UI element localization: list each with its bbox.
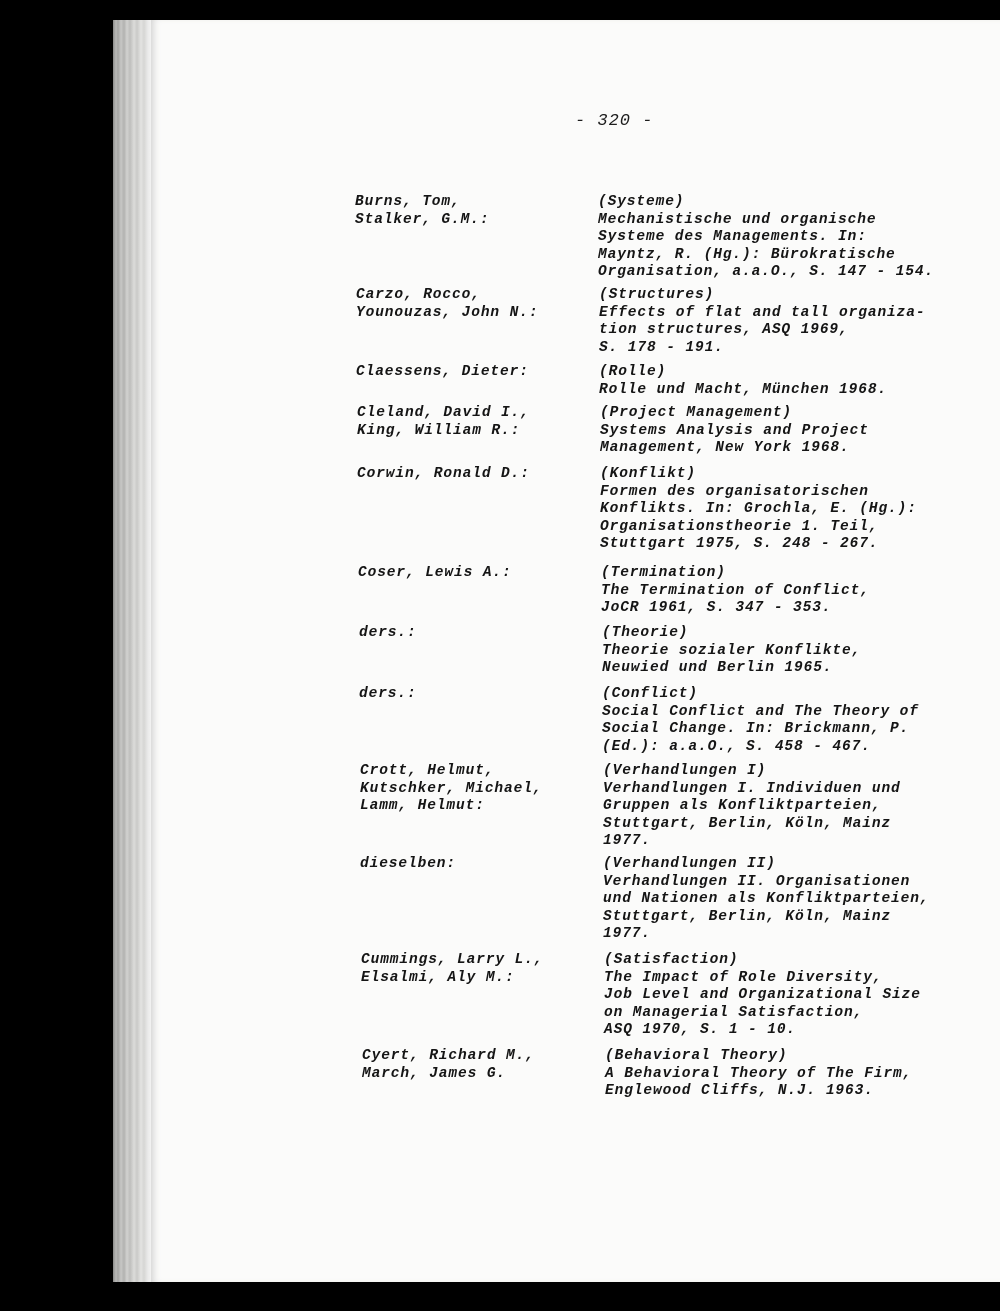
work-line: Rolle und Macht, München 1968. xyxy=(599,381,888,398)
entry-author xyxy=(362,1048,535,1083)
author-line: Coser, Lewis A.: xyxy=(358,565,512,581)
entry-author xyxy=(361,952,543,987)
work-line: Management, New York 1968. xyxy=(600,440,850,456)
work-line: (Ed.): a.a.O., S. 458 - 467. xyxy=(602,738,871,755)
entry-work xyxy=(605,1048,912,1101)
author-line: Elsalmi, Aly M.: xyxy=(361,969,515,986)
work-line: und Nationen als Konfliktparteien, xyxy=(603,891,930,907)
work-line: JoCR 1961, S. 347 - 353. xyxy=(601,600,832,616)
author-line: Cleland, David I., xyxy=(357,405,530,421)
entry-author xyxy=(358,565,512,583)
work-keyword: (Structures) xyxy=(599,287,715,303)
work-keyword: (Rolle) xyxy=(599,364,667,380)
work-line: Gruppen als Konfliktparteien, xyxy=(603,798,882,814)
author-line: ders.: xyxy=(359,686,417,702)
author-line: Kutschker, Michael, xyxy=(360,780,543,797)
work-line: ASQ 1970, S. 1 - 10. xyxy=(604,1022,797,1038)
entry-work xyxy=(601,565,870,618)
work-line: tion structures, ASQ 1969, xyxy=(599,322,849,338)
author-line: ders.: xyxy=(359,625,417,641)
work-keyword: (Systeme) xyxy=(598,194,685,210)
entry-author xyxy=(356,287,538,322)
entry-work xyxy=(598,194,934,282)
author-line: Carzo, Rocco, xyxy=(356,287,481,303)
author-line: dieselben: xyxy=(360,856,457,872)
entry-author xyxy=(357,466,530,484)
author-line: Cummings, Larry L., xyxy=(361,952,544,968)
entry-work xyxy=(603,856,929,944)
entry-work xyxy=(600,466,917,554)
work-line: Systems Analysis and Project xyxy=(600,422,869,439)
entry-work xyxy=(600,405,869,458)
work-line: Englewood Cliffs, N.J. 1963. xyxy=(605,1083,874,1099)
work-line: Verhandlungen I. Individuen und xyxy=(603,780,901,797)
entry-author xyxy=(357,405,530,440)
work-keyword: (Konflikt) xyxy=(600,466,697,482)
work-line: Stuttgart, Berlin, Köln, Mainz xyxy=(603,815,892,832)
work-keyword: (Termination) xyxy=(601,565,726,581)
work-line: Organisationstheorie 1. Teil, xyxy=(600,518,879,535)
work-line: on Managerial Satisfaction, xyxy=(604,1004,864,1021)
author-line: Claessens, Dieter: xyxy=(356,364,529,380)
work-line: Mechanistische und organische xyxy=(598,211,877,228)
work-keyword: (Satisfaction) xyxy=(604,952,739,968)
entry-author xyxy=(359,686,417,704)
work-line: Neuwied und Berlin 1965. xyxy=(602,660,833,676)
work-line: 1977. xyxy=(603,926,652,942)
work-line: Formen des organisatorischen xyxy=(600,483,869,500)
entry-work xyxy=(602,625,861,678)
author-line: King, William R.: xyxy=(357,422,521,439)
author-line: Lamm, Helmut: xyxy=(360,798,485,814)
work-line: Theorie sozialer Konflikte, xyxy=(602,642,862,659)
work-line: Social Change. In: Brickmann, P. xyxy=(602,721,910,737)
entry-work xyxy=(603,763,901,851)
work-line: Systeme des Managements. In: xyxy=(598,229,867,245)
work-line: Stuttgart 1975, S. 248 - 267. xyxy=(600,536,879,552)
entry-author xyxy=(355,194,489,229)
work-line: Social Conflict and The Theory of xyxy=(602,703,919,720)
work-line: Mayntz, R. (Hg.): Bürokratische xyxy=(598,246,896,263)
work-keyword: (Behavioral Theory) xyxy=(605,1048,788,1064)
entry-work xyxy=(599,287,925,357)
entry-work xyxy=(604,952,921,1040)
work-keyword: (Verhandlungen I) xyxy=(603,763,767,779)
work-line: Verhandlungen II. Organisationen xyxy=(603,873,911,890)
work-line: A Behavioral Theory of The Firm, xyxy=(605,1065,913,1082)
author-line: Corwin, Ronald D.: xyxy=(357,466,530,482)
author-line: Cyert, Richard M., xyxy=(362,1048,535,1064)
work-line: Job Level and Organizational Size xyxy=(604,987,921,1003)
author-line: Stalker, G.M.: xyxy=(355,211,490,228)
page-number: - 320 - xyxy=(575,112,654,131)
author-line: March, James G. xyxy=(362,1065,507,1082)
work-line: The Termination of Conflict, xyxy=(601,582,870,599)
work-keyword: (Project Management) xyxy=(600,405,793,421)
entry-author xyxy=(360,763,542,816)
work-line: The Impact of Role Diversity, xyxy=(604,969,883,986)
author-line: Burns, Tom, xyxy=(355,194,461,210)
entry-author xyxy=(359,625,417,643)
work-line: Konflikts. In: Grochla, E. (Hg.): xyxy=(600,501,917,517)
work-keyword: (Theorie) xyxy=(602,625,689,641)
work-keyword: (Conflict) xyxy=(602,686,699,702)
entry-work xyxy=(599,364,887,399)
entry-author xyxy=(360,856,456,874)
work-line: Effects of flat and tall organiza- xyxy=(599,304,926,321)
work-line: S. 178 - 191. xyxy=(599,339,724,356)
entry-work xyxy=(602,686,919,756)
work-line: Stuttgart, Berlin, Köln, Mainz xyxy=(603,908,892,925)
author-line: Younouzas, John N.: xyxy=(356,304,539,321)
work-line: 1977. xyxy=(603,833,652,849)
author-line: Crott, Helmut, xyxy=(360,763,495,779)
work-keyword: (Verhandlungen II) xyxy=(603,856,776,872)
work-line: Organisation, a.a.O., S. 147 - 154. xyxy=(598,264,935,280)
entry-author xyxy=(356,364,529,382)
